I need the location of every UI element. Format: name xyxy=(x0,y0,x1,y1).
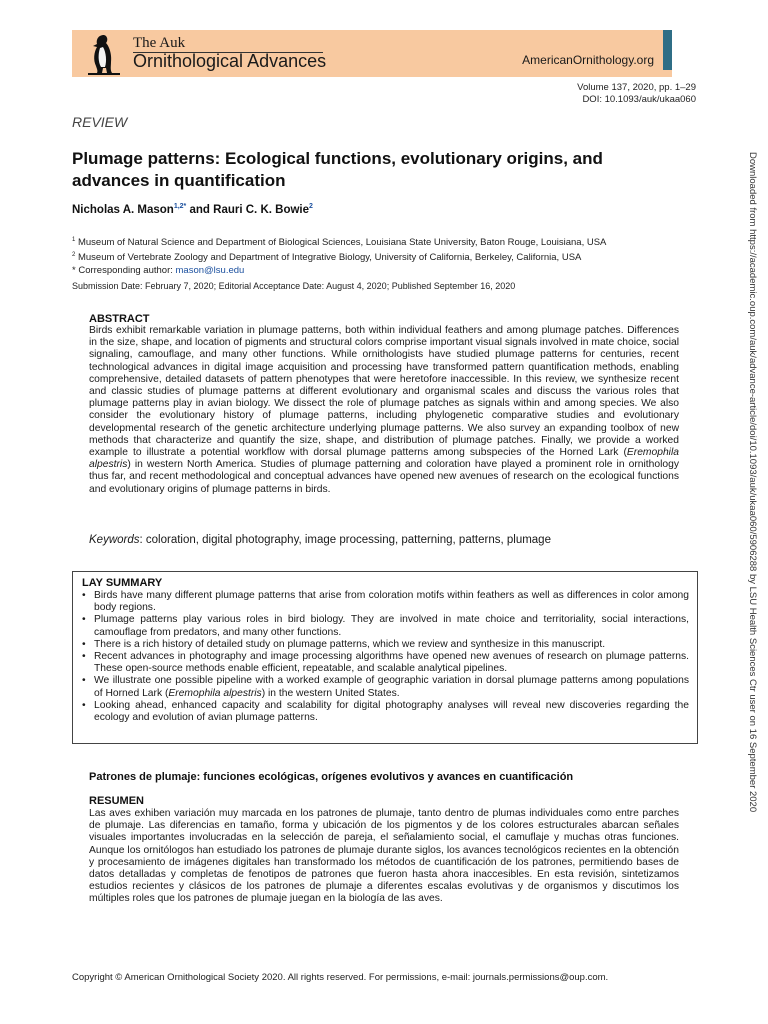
author-affiliation-marker[interactable]: 2 xyxy=(309,203,313,210)
abstract-text: Birds exhibit remarkable variation in plumage patterns, both within individual feathers and among plumage patches. Differences in the size, shape, and location of pigments and structural colors comprise important visual signals involved in mate choice, social signaling, camouflage, and many other functions. While ornithologists have studied plumage patterns for centuries, recent technological advances in digital image acquisition and processing have transformed pattern quantification methods, enabling comprehensive, detailed datasets of pattern phenotypes that were heretofore inaccessible. In this review, we synthesize recent and classic studies of plumage patterns at different evolutionary and organismal scales and discuss the various roles that plumage patterns play in avian biology. We dissect the role of plumage patches as signals within and among species. We also consider the evolutionary history of plumage patterns, including phylogenetic comparative studies and evolutionary developmental research of the genetic architecture underlying plumage patterns. We also survey an expanding toolbox of new methods that characterize and quantify the size, shape, and distribution of plumage patches. Finally, we provide a worked example to illustrate a potential workflow with dorsal plumage patterns among subspecies of the Horned Lark (Eremophila alpestris) in western North America. Studies of plumage patterning and coloration have played a prominent role in ornithology thus far, and recent methodological and conceptual advances have opened new avenues of research on the ecological functions and evolutionary origins of plumage patterns in birds. xyxy=(89,325,679,495)
list-item: • Birds have many different plumage patterns that arise from coloration motifs within feathers as well as differences in color among body regions. xyxy=(82,590,689,614)
banner-accent-bar xyxy=(663,30,672,70)
list-item: • Plumage patterns play various roles in bird biology. They are involved in mate choice and territoriality, social interactions, camouflage from predators, and many other functions. xyxy=(82,614,689,638)
spanish-title: Patrones de plumaje: funciones ecológicas, orígenes evolutivos y avances en cuantificación xyxy=(89,771,574,783)
lay-summary-heading: LAY SUMMARY xyxy=(82,577,163,589)
author-conjunction: and xyxy=(189,203,210,216)
abstract-heading: ABSTRACT xyxy=(89,313,150,325)
volume-info xyxy=(577,82,696,106)
resumen-heading: RESUMEN xyxy=(89,795,145,807)
author-name[interactable]: Rauri C. K. Bowie xyxy=(213,203,310,216)
list-item: • Recent advances in photography and image processing algorithms have opened new avenues of research on plumage patterns. These open-source methods enable efficient, repeatable, and scalable analytical pipelines. xyxy=(82,651,689,675)
keywords-list: : coloration, digital photography, image processing, patterning, patterns, plumage xyxy=(139,534,551,546)
article-title: Plumage patterns: Ecological functions, evolutionary origins, and advances in quantification xyxy=(72,149,603,190)
list-item: • Looking ahead, enhanced capacity and scalability for digital photography analyses will reveal new discoveries regarding the ecology and evolution of avian plumage patterns. xyxy=(82,699,689,724)
lay-summary-box xyxy=(72,571,698,744)
author-line xyxy=(72,203,313,216)
list-item: • There is a rich history of detailed study on plumage patterns, which we review and synthesize in this manuscript. xyxy=(82,638,606,650)
affiliation-1: $^1$ Museum of Natural Science and Department of Biological Sciences, Louisiana State University, Baton Rouge, Louisiana, USA xyxy=(72,237,607,249)
penguin-logo-icon xyxy=(84,32,124,76)
author-affiliation-marker[interactable]: 1,2* xyxy=(173,203,187,210)
publication-dates: Submission Date: February 7, 2020; Editorial Acceptance Date: August 4, 2020; Published September 16, 2020 xyxy=(72,281,516,291)
affiliations xyxy=(72,234,606,277)
keywords-label: Keywords xyxy=(89,534,140,546)
keywords xyxy=(89,534,551,546)
corresponding-email-link[interactable]: mason@lsu.edu xyxy=(175,265,245,277)
author-name[interactable]: Nicholas A. Mason xyxy=(72,203,174,216)
journal-name-line2: Ornithological Advances xyxy=(133,51,327,71)
journal-name-line1: The Auk xyxy=(133,35,186,51)
resumen-text: Las aves exhiben variación muy marcada en los patrones de plumaje, tanto dentro de plumas individuales como entre parches de plumaje. Las diferencias en tamaño, forma y ubicación de los pigmentos y de los colores estructurales abarcan señales visuales importantes involucradas en la selección de pareja, el señalamiento social, el camuflaje y muchas otras funciones. Aunque los ornitólogos han estudiado los patrones de plumaje durante siglos, los avances tecnológicos recientes en la obtención y procesamiento de imágenes digitales han transformado los métodos de cuantificación de los patrones, permitiendo bases de datos detalladas y completas de fenotipos de patrones que fueron hasta ahora inaccesibles. En esta revisión, sintetizamos estudios recientes y clásicos de los patrones de plumaje a diferentes escalas evolutivas y de organismos y discutimos los múltiples roles que los patrones de plumaje juegan en la biología de las aves. xyxy=(89,808,679,905)
volume-line: Volume 137, 2020, pp. 1–29 xyxy=(577,82,696,93)
article-type: REVIEW xyxy=(72,114,128,130)
affiliation-2: $^2$ Museum of Vertebrate Zoology and Department of Integrative Biology, University of California, Berkeley, California, USA xyxy=(72,252,582,264)
lay-summary-list xyxy=(82,590,689,724)
copyright-notice: Copyright © American Ornithological Society 2020. All rights reserved. For permissions, e-mail: journals.permissions@oup.com. xyxy=(72,972,609,983)
list-item: • We illustrate one possible pipeline with a worked example of geographic variation in dorsal plumage patterns among populations of Horned Lark (Eremophila alpestris) in the western United States. xyxy=(82,675,689,699)
site-link[interactable]: AmericanOrnithology.org xyxy=(522,53,654,67)
corresponding-author: * Corresponding author: mason@lsu.edu xyxy=(72,265,245,277)
download-watermark: Downloaded from https://academic.oup.com/auk/advance-article/doi/10.1093/auk/ukaa060/5906288 by LSU Health Sciences Ctr user on 16 September 2020 xyxy=(747,152,758,813)
doi-line[interactable]: DOI: 10.1093/auk/ukaa060 xyxy=(582,94,696,105)
